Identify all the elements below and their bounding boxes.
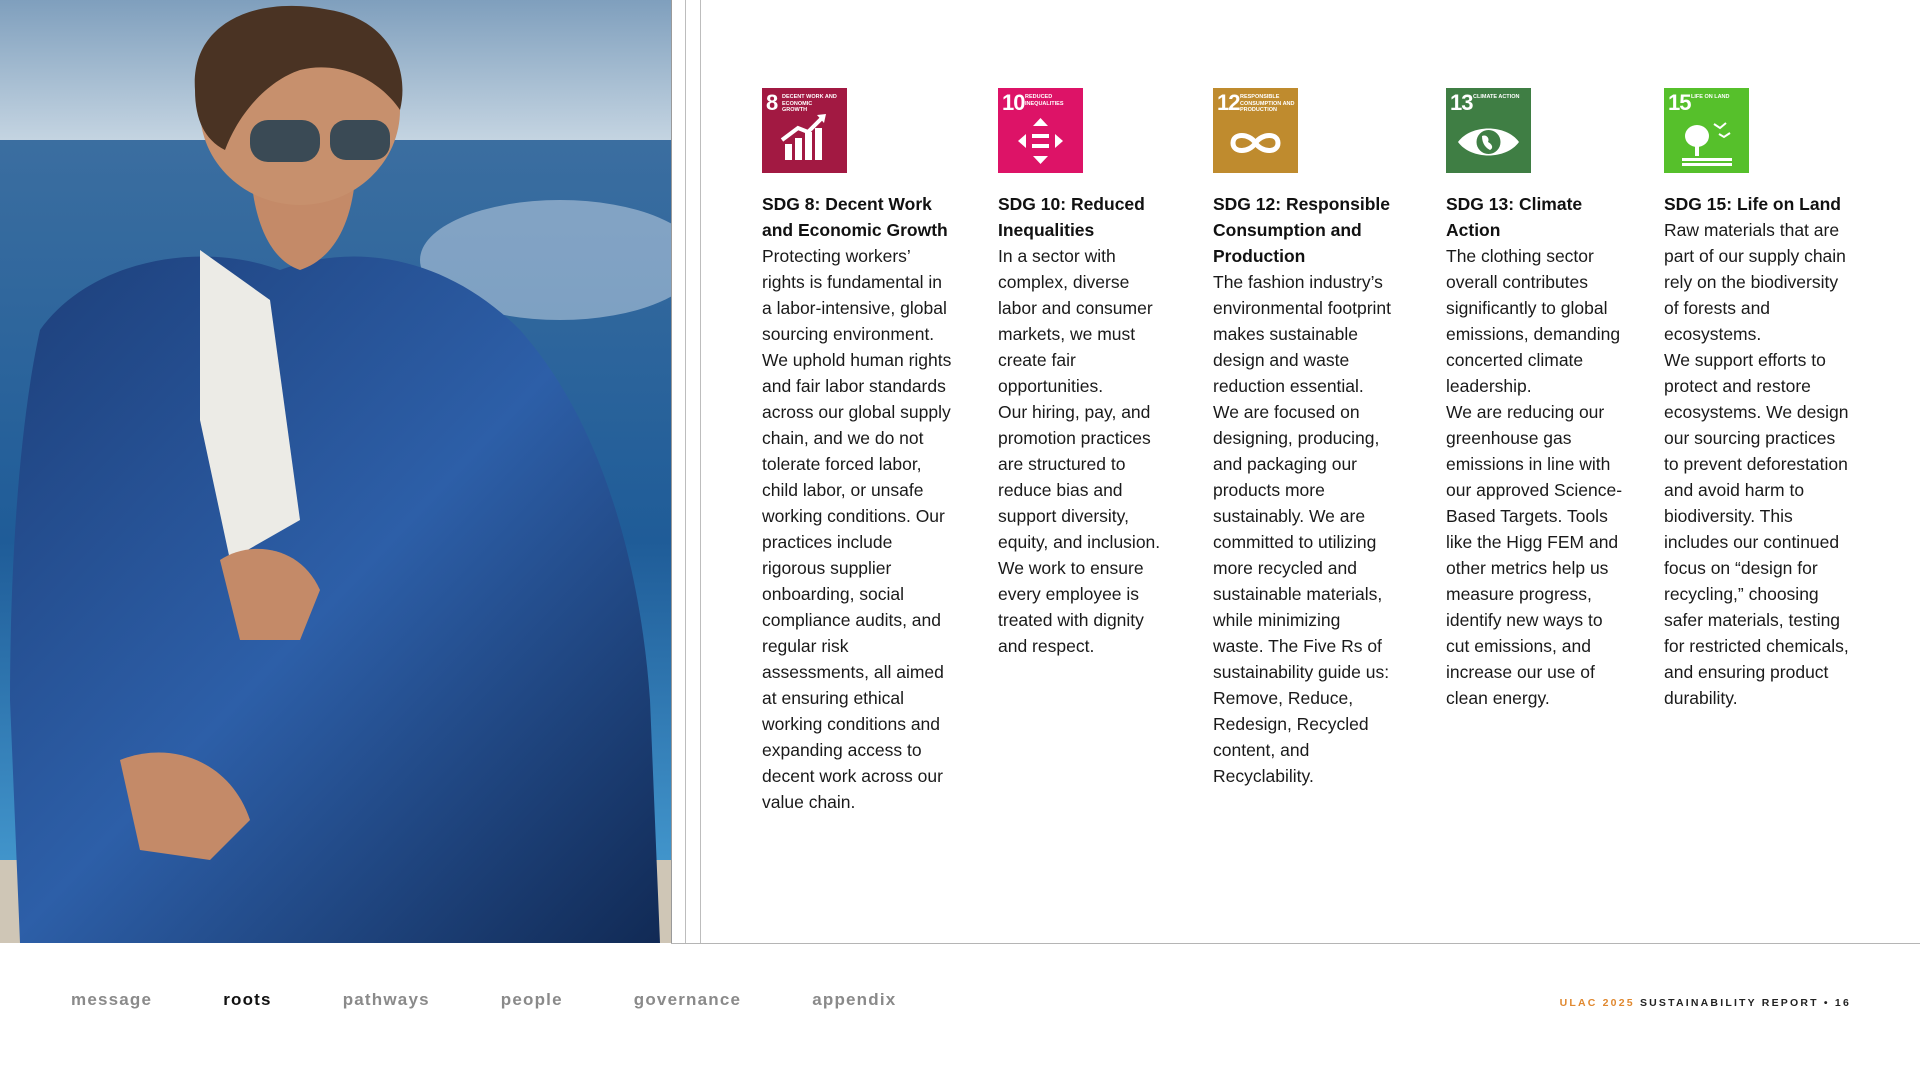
growth-chart-icon: [762, 88, 847, 173]
report-brand: ULAC 2025: [1559, 997, 1635, 1009]
sdg-caption: CLIMATE ACTION: [1473, 94, 1520, 100]
eye-globe-icon: [1446, 88, 1531, 173]
sdg-body: The clothing sector overall contributes significantly to global emissions, demanding concerted climate leadership. We are reducing our greenhouse gas emissions in line with our approved Science-Based Targets. Tools like the Higg FEM and other metrics help us measure progress, identify new ways to cut emissions, and increase our use of clean energy.: [1446, 246, 1623, 708]
sdg-13-tile: [1446, 88, 1531, 173]
nav-item-people[interactable]: people: [500, 990, 563, 1009]
nav-item-governance[interactable]: governance: [633, 990, 742, 1009]
sdg-body: The fashion industry’s environmental footprint makes sustainable design and waste reduction essential. We are focused on designing, producing, and packaging our products more sustainably. We are committed to utilizing more recycled and sustainable materials, while minimizing waste. The Five Rs of sustainability guide us: Remove, Reduce, Redesign, Recycled content, and Recyclability.: [1213, 272, 1392, 786]
report-title: SUSTAINABILITY REPORT: [1639, 997, 1819, 1009]
sdg-number: 10: [1002, 90, 1025, 115]
infinity-icon: [1213, 88, 1298, 173]
sdg-column-8: [762, 88, 952, 815]
equality-arrows-icon: [998, 88, 1083, 173]
sdg-column-12: [1213, 88, 1393, 789]
sdg-number: 12: [1217, 90, 1240, 115]
sdg-body: In a sector with complex, diverse labor and consumer markets, we must create fair opportunities. Our hiring, pay, and promotion practices are structured to reduce bias and support diversity, equity, and inclusion. We work to ensure every employee is treated with dignity and respect.: [998, 246, 1161, 656]
hero-photo: [0, 0, 671, 943]
sdg-title: SDG 8: Decent Work and Economic Growth: [762, 194, 948, 240]
divider-line: [700, 0, 701, 943]
sdg-caption: LIFE ON LAND: [1691, 94, 1730, 100]
sdg-column-15: [1664, 88, 1854, 711]
footer-separator: •: [1823, 997, 1830, 1009]
page-number: 16: [1834, 997, 1851, 1009]
sdg-body: Raw materials that are part of our supply chain rely on the biodiversity of forests and ecosystems. We support efforts to protect and restore ecosystems. We design our sourcing practices to prevent deforestation and avoid harm to biodiversity. This includes our continued focus on “design for recycling,” choosing safer materials, testing for restricted chemicals, and ensuring product durability.: [1664, 220, 1849, 708]
footer-divider: [671, 943, 1920, 944]
section-nav: [71, 990, 967, 1010]
nav-item-appendix[interactable]: appendix: [812, 990, 897, 1009]
sdg-body: Protecting workers’ rights is fundamental in a labor-intensive, global sourcing environment. We uphold human rights and fair labor standards across our global supply chain, and we do not tolerate forced labor, child labor, or unsafe working conditions. Our practices include rigorous supplier onboarding, social compliance audits, and regular risk assessments, all aimed at ensuring ethical working conditions and expanding access to decent work across our value chain.: [762, 246, 952, 812]
divider-line: [685, 0, 686, 943]
sdg-8-tile: [762, 88, 847, 173]
sdg-column-13: [1446, 88, 1626, 711]
sdg-caption: REDUCED INEQUALITIES: [1025, 94, 1064, 107]
sdg-title: SDG 15: Life on Land: [1664, 194, 1841, 214]
report-footer: [1560, 997, 1851, 1009]
sdg-number: 13: [1450, 90, 1473, 115]
sdg-number: 15: [1668, 90, 1691, 115]
sdg-title: SDG 12: Responsible Consumption and Production: [1213, 194, 1390, 266]
sdg-caption: DECENT WORK AND ECONOMIC GROWTH: [782, 94, 837, 113]
sdg-title: SDG 10: Reduced Inequalities: [998, 194, 1145, 240]
sdg-caption: RESPONSIBLE CONSUMPTION AND PRODUCTION: [1240, 94, 1295, 113]
nav-item-roots[interactable]: roots: [223, 990, 272, 1009]
nav-item-pathways[interactable]: pathways: [342, 990, 430, 1009]
sdg-number: 8: [766, 90, 778, 115]
tree-bird-icon: [1664, 88, 1749, 173]
sdg-10-tile: [998, 88, 1083, 173]
nav-item-message[interactable]: message: [71, 990, 153, 1009]
sdg-title: SDG 13: Climate Action: [1446, 194, 1583, 240]
sdg-12-tile: [1213, 88, 1298, 173]
sdg-15-tile: [1664, 88, 1749, 173]
divider-line: [671, 0, 672, 943]
sdg-column-10: [998, 88, 1170, 659]
